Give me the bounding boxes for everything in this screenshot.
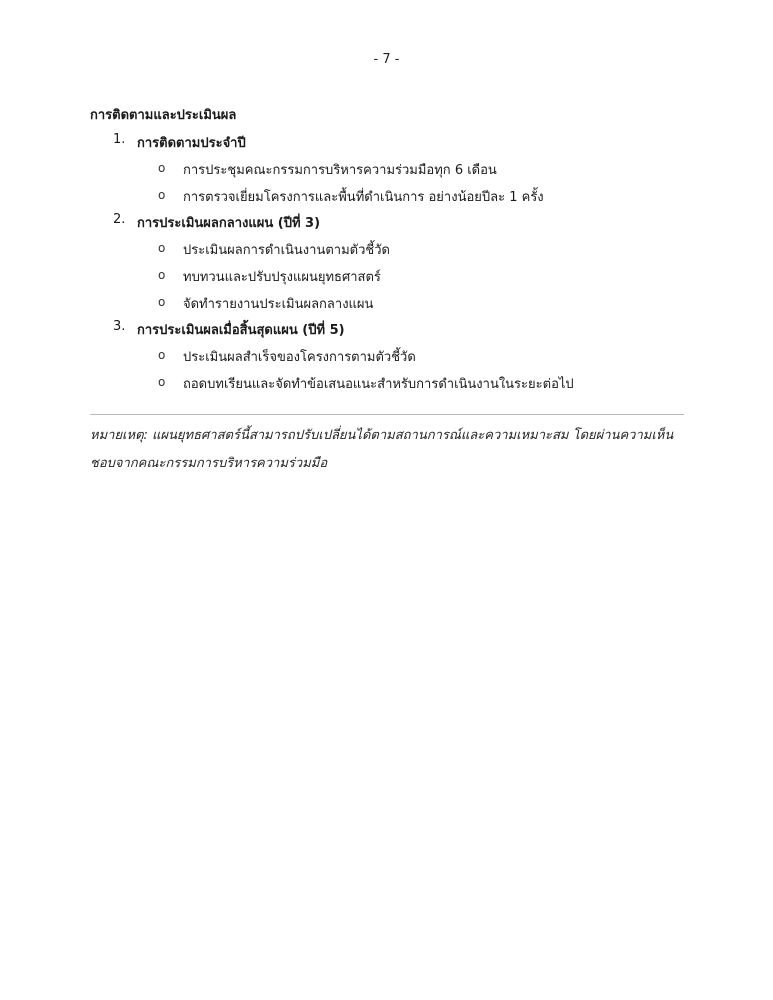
bullet-icon: o: [158, 188, 166, 202]
divider: [90, 414, 684, 415]
bullet-icon: o: [158, 161, 166, 175]
sub-item: ทบทวนและปรับปรุงแผนยุทธศาสตร์: [183, 270, 381, 285]
item-number: 3.: [113, 319, 126, 334]
item-title: การประเมินผลเมื่อสิ้นสุดแผน (ปีที่ 5): [137, 323, 345, 338]
page-number: - 7 -: [373, 52, 400, 67]
sub-item: ประเมินผลสำเร็จของโครงการตามตัวชี้วัด: [183, 350, 416, 365]
note-text: หมายเหตุ: แผนยุทธศาสตร์นี้สามารถปรับเปลี่ยนได้ตามสถานการณ์และความเหมาะสม โดยผ่านความเห็นชอบจากคณะกรรมการบริหารความร่วมมือ: [90, 428, 674, 471]
sub-item: จัดทำรายงานประเมินผลกลางแผน: [183, 297, 374, 312]
sub-item: การประชุมคณะกรรมการบริหารความร่วมมือทุก 6 เดือน: [183, 163, 497, 178]
sub-item: ถอดบทเรียนและจัดทำข้อเสนอแนะสำหรับการดำเนินงานในระยะต่อไป: [183, 377, 574, 392]
bullet-icon: o: [158, 241, 166, 255]
section-heading: การติดตามและประเมินผล: [90, 108, 237, 123]
sub-item: ประเมินผลการดำเนินงานตามตัวชี้วัด: [183, 243, 390, 258]
item-number: 1.: [113, 132, 126, 147]
bullet-icon: o: [158, 295, 166, 309]
item-title: การประเมินผลกลางแผน (ปีที่ 3): [137, 216, 321, 231]
bullet-icon: o: [158, 375, 166, 389]
bullet-icon: o: [158, 268, 166, 282]
bullet-icon: o: [158, 348, 166, 362]
item-number: 2.: [113, 212, 126, 227]
item-title: การติดตามประจำปี: [137, 136, 246, 151]
sub-item: การตรวจเยี่ยมโครงการและพื้นที่ดำเนินการ อย่างน้อยปีละ 1 ครั้ง: [183, 190, 544, 205]
